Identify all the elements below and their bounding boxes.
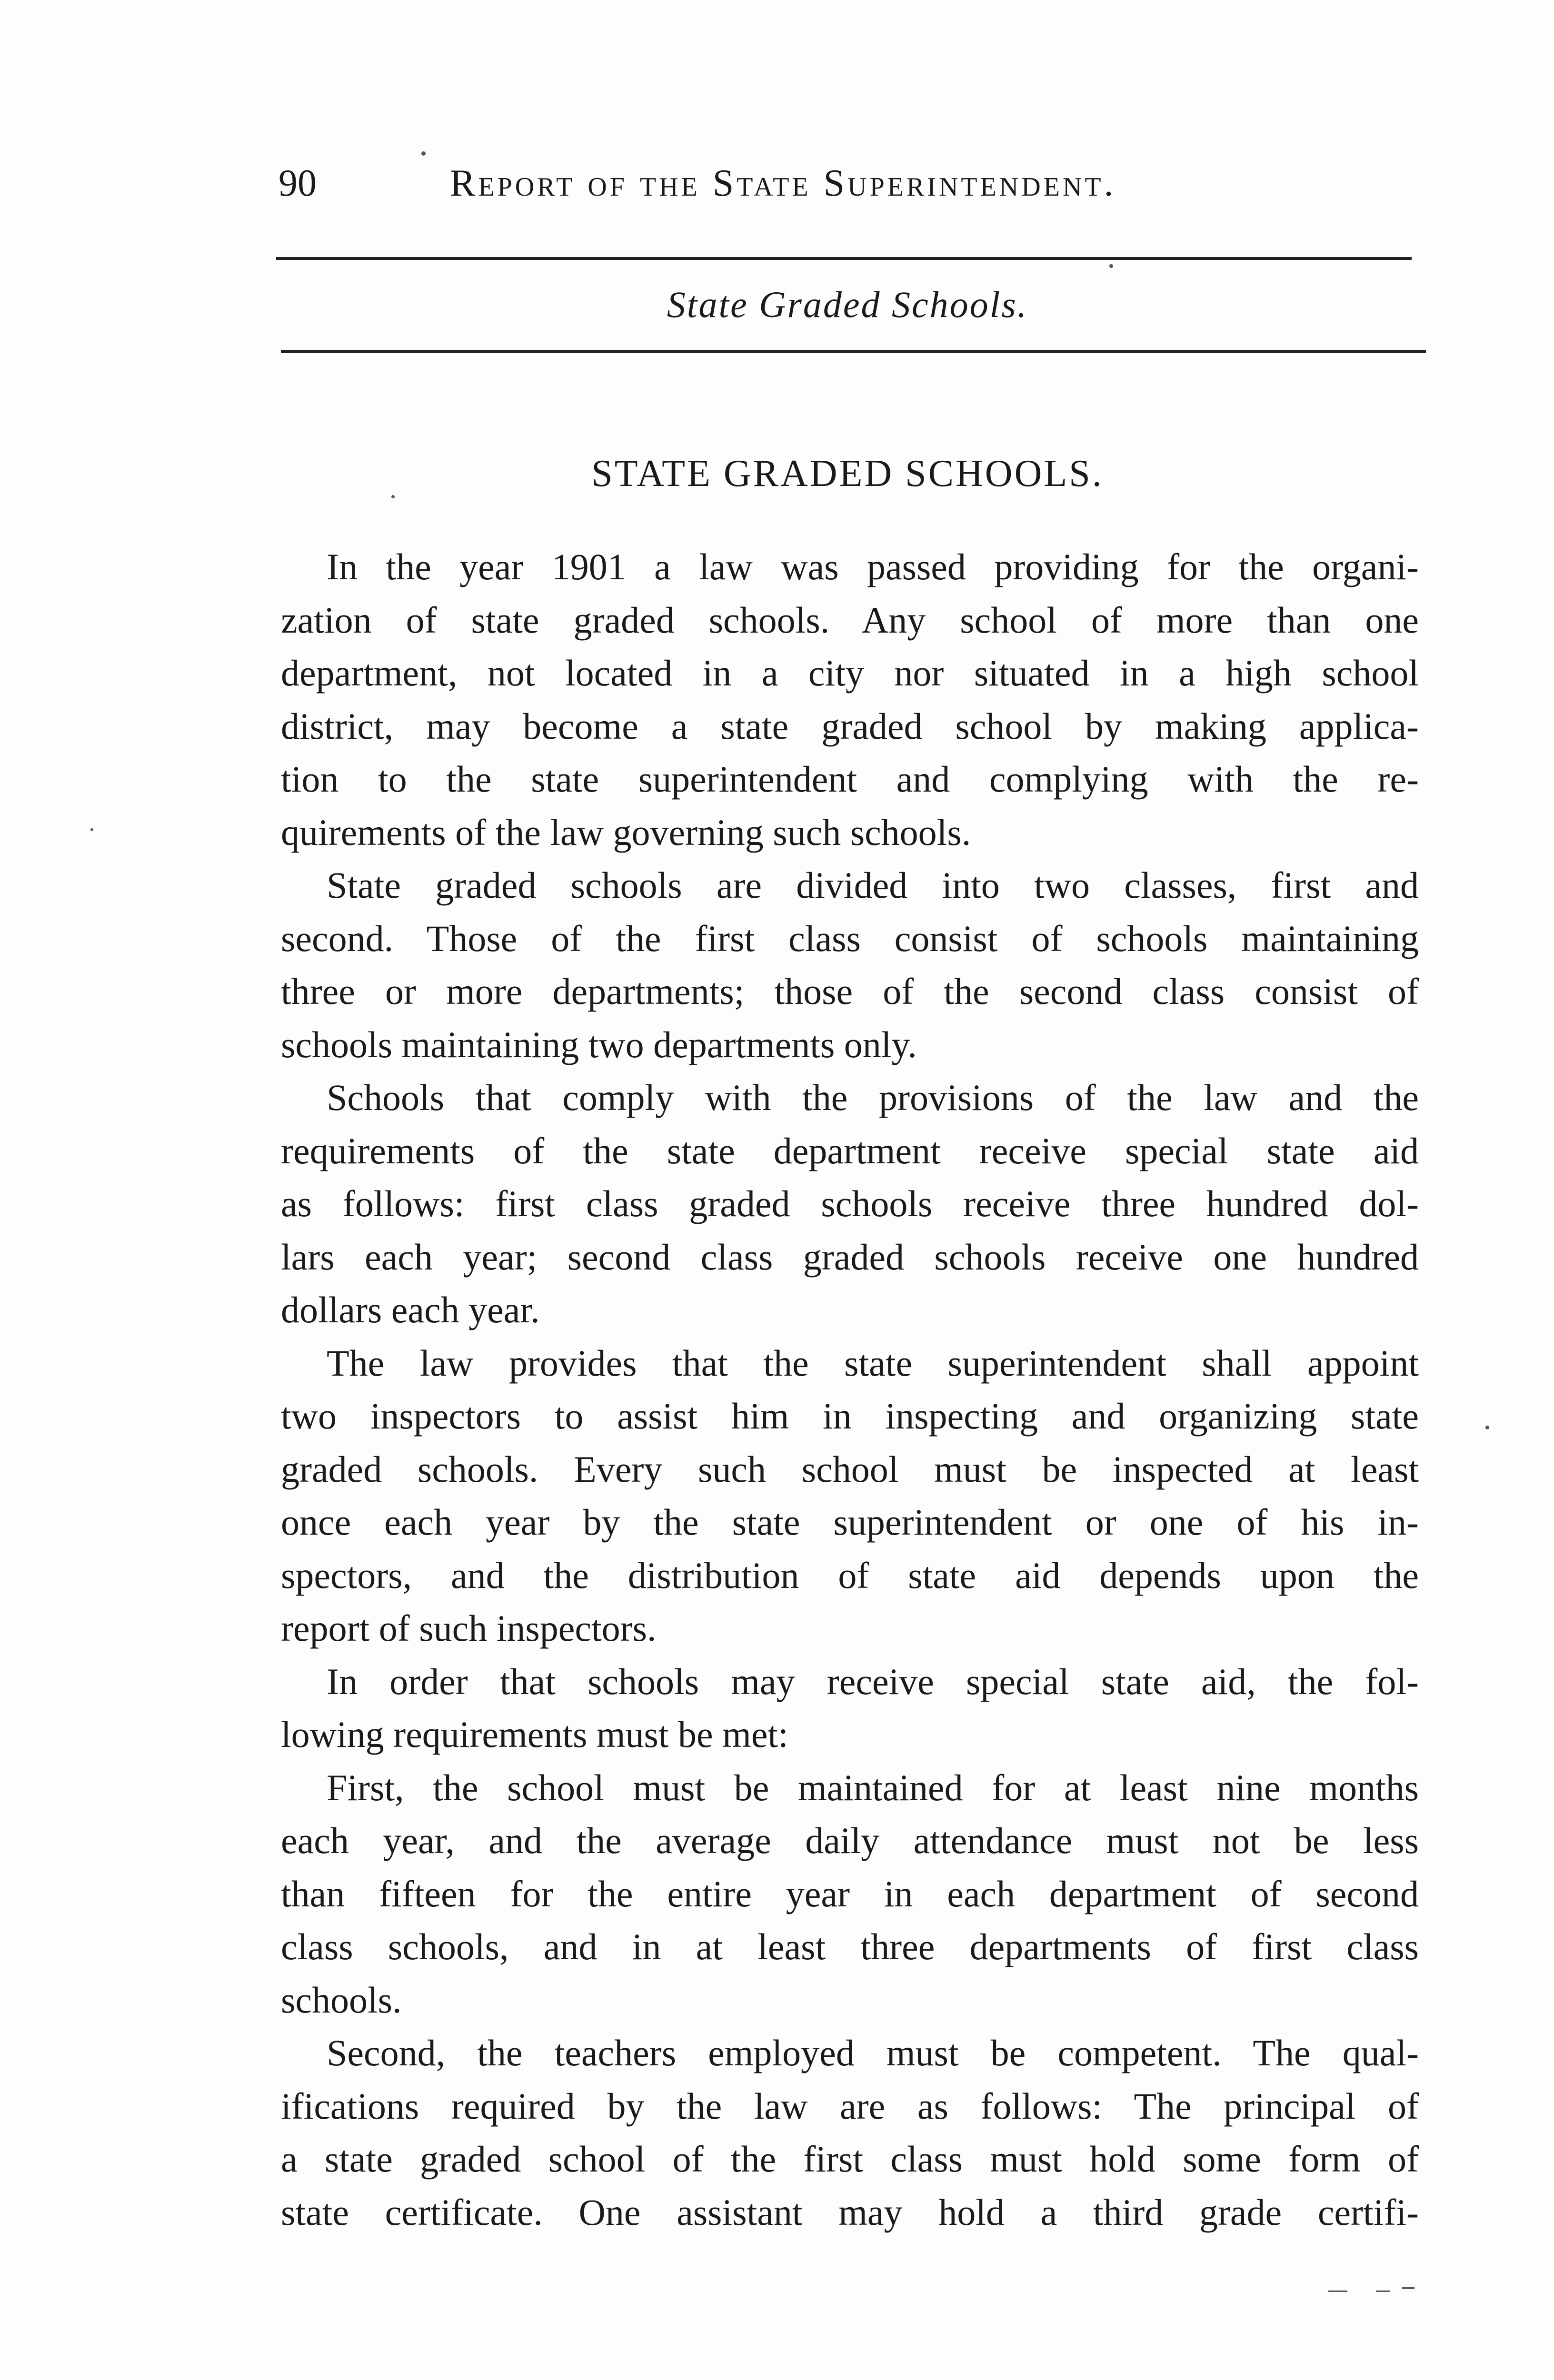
- text-line: once each year by the state superintendent or one of his in-: [281, 1501, 1419, 1543]
- text-line: requirements of the state department receive special state aid: [281, 1130, 1419, 1171]
- text-line: The law provides that the state superintendent shall appoint: [327, 1342, 1419, 1384]
- text-line: a state graded school of the first class must hold some form of: [281, 2138, 1419, 2180]
- scan-speck: [1485, 1426, 1489, 1429]
- text-line: lars each year; second class graded schools receive one hundred: [281, 1236, 1419, 1278]
- text-line: tion to the state superintendent and complying with the re-: [281, 758, 1419, 800]
- text-line: lowing requirements must be met:: [281, 1714, 788, 1755]
- text-line: as follows: first class graded schools receive three hundred dol-: [281, 1183, 1419, 1224]
- scan-speck: [1328, 2291, 1347, 2292]
- text-line: State graded schools are divided into two classes, first and: [327, 864, 1419, 906]
- text-line: schools maintaining two departments only.: [281, 1023, 917, 1065]
- text-line: Schools that comply with the provisions of the law and the: [327, 1077, 1419, 1118]
- text-line: department, not located in a city nor situated in a high school: [281, 652, 1419, 694]
- scan-speck: [1402, 2287, 1415, 2289]
- text-line: spectors, and the distribution of state aid depends upon the: [281, 1554, 1419, 1596]
- text-line: First, the school must be maintained for at least nine months: [327, 1766, 1419, 1808]
- scan-speck: [391, 495, 395, 498]
- scan-speck: [421, 151, 426, 156]
- scan-speck: [1376, 2291, 1390, 2292]
- running-head: [279, 157, 1231, 209]
- running-title: Report of the State Superintendent.: [450, 162, 1116, 204]
- text-line: zation of state graded schools. Any school of more than one: [281, 599, 1419, 641]
- text-line: each year, and the average daily attendance must not be less: [281, 1820, 1419, 1861]
- text-line: than fifteen for the entire year in each department of second: [281, 1873, 1419, 1914]
- text-line: state certificate. One assistant may hold a third grade certifi-: [281, 2191, 1419, 2233]
- text-line: graded schools. Every such school must be inspected at least: [281, 1448, 1419, 1490]
- text-line: ifications required by the law are as follows: The principal of: [281, 2085, 1419, 2127]
- scan-speck: [90, 828, 93, 831]
- page-heading: STATE GRADED SCHOOLS.: [591, 453, 1104, 495]
- text-line: class schools, and in at least three departments of first class: [281, 1926, 1419, 1967]
- text-line: second. Those of the first class consist of schools maintaining: [281, 917, 1419, 959]
- header-rule-top: [276, 257, 1412, 260]
- text-line: dollars each year.: [281, 1289, 540, 1330]
- text-line: Second, the teachers employed must be competent. The qual-: [327, 2032, 1419, 2073]
- text-line: report of such inspectors.: [281, 1607, 657, 1649]
- body-text: [281, 540, 1419, 2239]
- section-subtitle: State Graded Schools.: [667, 284, 1028, 325]
- text-line: three or more departments; those of the second class consist of: [281, 971, 1419, 1012]
- text-line: quirements of the law governing such schools.: [281, 811, 971, 853]
- scan-speck: [1109, 264, 1113, 268]
- text-line: schools.: [281, 1979, 402, 2021]
- text-line: In the year 1901 a law was passed providing for the organi-: [327, 546, 1419, 587]
- text-line: district, may become a state graded school by making applica-: [281, 705, 1419, 747]
- text-line: In order that schools may receive special state aid, the fol-: [327, 1660, 1419, 1702]
- page-number: 90: [279, 162, 317, 204]
- header-rule-bottom: [281, 350, 1426, 353]
- text-line: two inspectors to assist him in inspecting and organizing state: [281, 1395, 1419, 1437]
